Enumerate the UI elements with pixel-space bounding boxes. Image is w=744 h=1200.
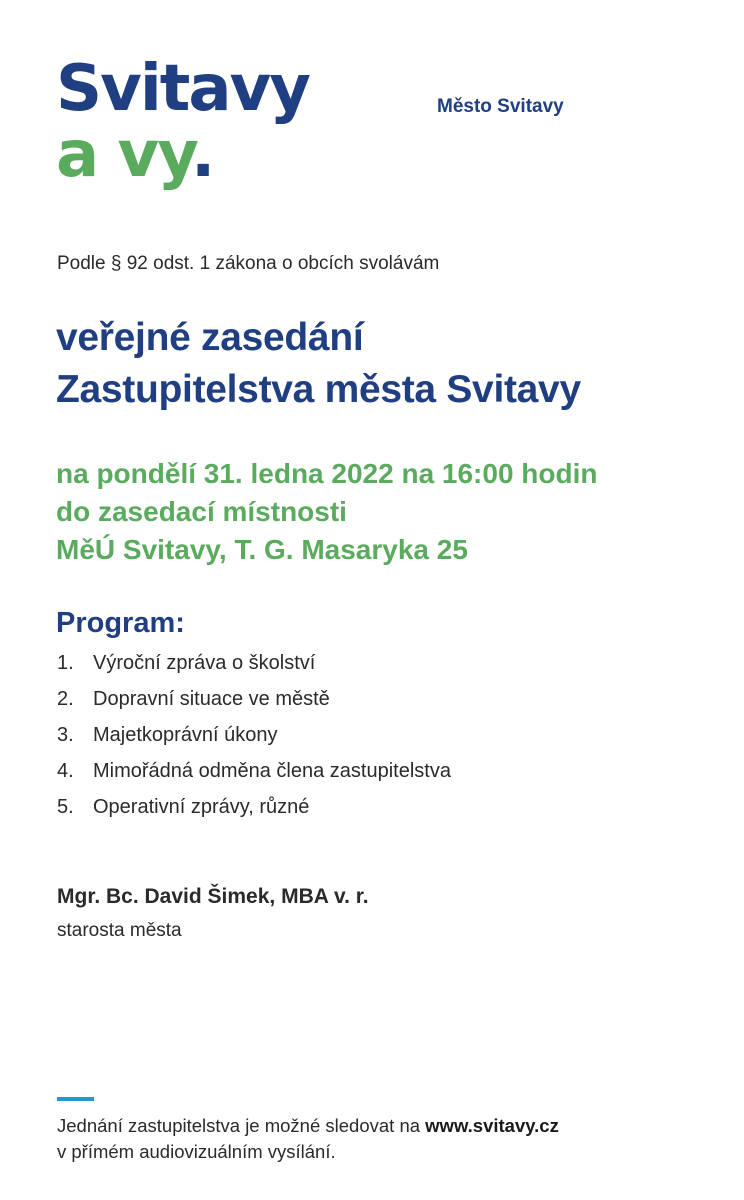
program-item-number: 3. (57, 724, 74, 746)
program-item-text: Mimořádná odměna člena zastupitelstva (93, 760, 451, 782)
program-item (57, 645, 451, 681)
website-link[interactable]: www.svitavy.cz (425, 1115, 559, 1136)
program-item-text: Operativní zprávy, různé (93, 796, 310, 818)
footer-line1 (57, 1113, 559, 1139)
program-item-text: Dopravní situace ve městě (93, 688, 330, 710)
logo-dot: . (191, 118, 214, 192)
meeting-address: MěÚ Svitavy, T. G. Masaryka 25 (56, 534, 468, 565)
svitavy-logo (56, 52, 309, 192)
program-list (57, 645, 451, 825)
program-item-number: 1. (57, 652, 74, 674)
program-item-number: 2. (57, 688, 74, 710)
footer-line2: v přímém audiovizuálním vysílání. (57, 1141, 336, 1162)
program-item (57, 681, 451, 717)
program-item-number: 4. (57, 760, 74, 782)
footer-text: Jednání zastupitelstva je možné sledovat na (57, 1115, 426, 1136)
program-item (57, 753, 451, 789)
logo-a-vy-text: a vy (56, 118, 192, 192)
program-item-number: 5. (57, 796, 74, 818)
program-item (57, 789, 451, 825)
meeting-date-time: na pondělí 31. ledna 2022 na 16:00 hodin (56, 458, 598, 489)
meeting-room: do zasedací místnosti (56, 496, 347, 527)
intro-text: Podle § 92 odst. 1 zákona o obcích svolávám (57, 253, 440, 274)
logo-line-a-vy (56, 118, 309, 192)
signer-role: starosta města (57, 920, 182, 941)
footer-note (57, 1113, 559, 1165)
program-heading: Program: (56, 607, 185, 639)
city-name: Město Svitavy (437, 96, 564, 117)
signer-name: Mgr. Bc. David Šimek, MBA v. r. (57, 885, 369, 908)
program-item-text: Výroční zpráva o školství (93, 652, 316, 674)
logo-line-svitavy: Svitavy (56, 52, 309, 126)
meeting-title-line2: Zastupitelstva města Svitavy (56, 368, 581, 411)
program-item-text: Majetkoprávní úkony (93, 724, 278, 746)
footer-accent-divider (57, 1097, 94, 1101)
meeting-title (56, 312, 736, 416)
program-item (57, 717, 451, 753)
meeting-title-line1: veřejné zasedání (56, 316, 364, 359)
meeting-info (56, 455, 736, 569)
